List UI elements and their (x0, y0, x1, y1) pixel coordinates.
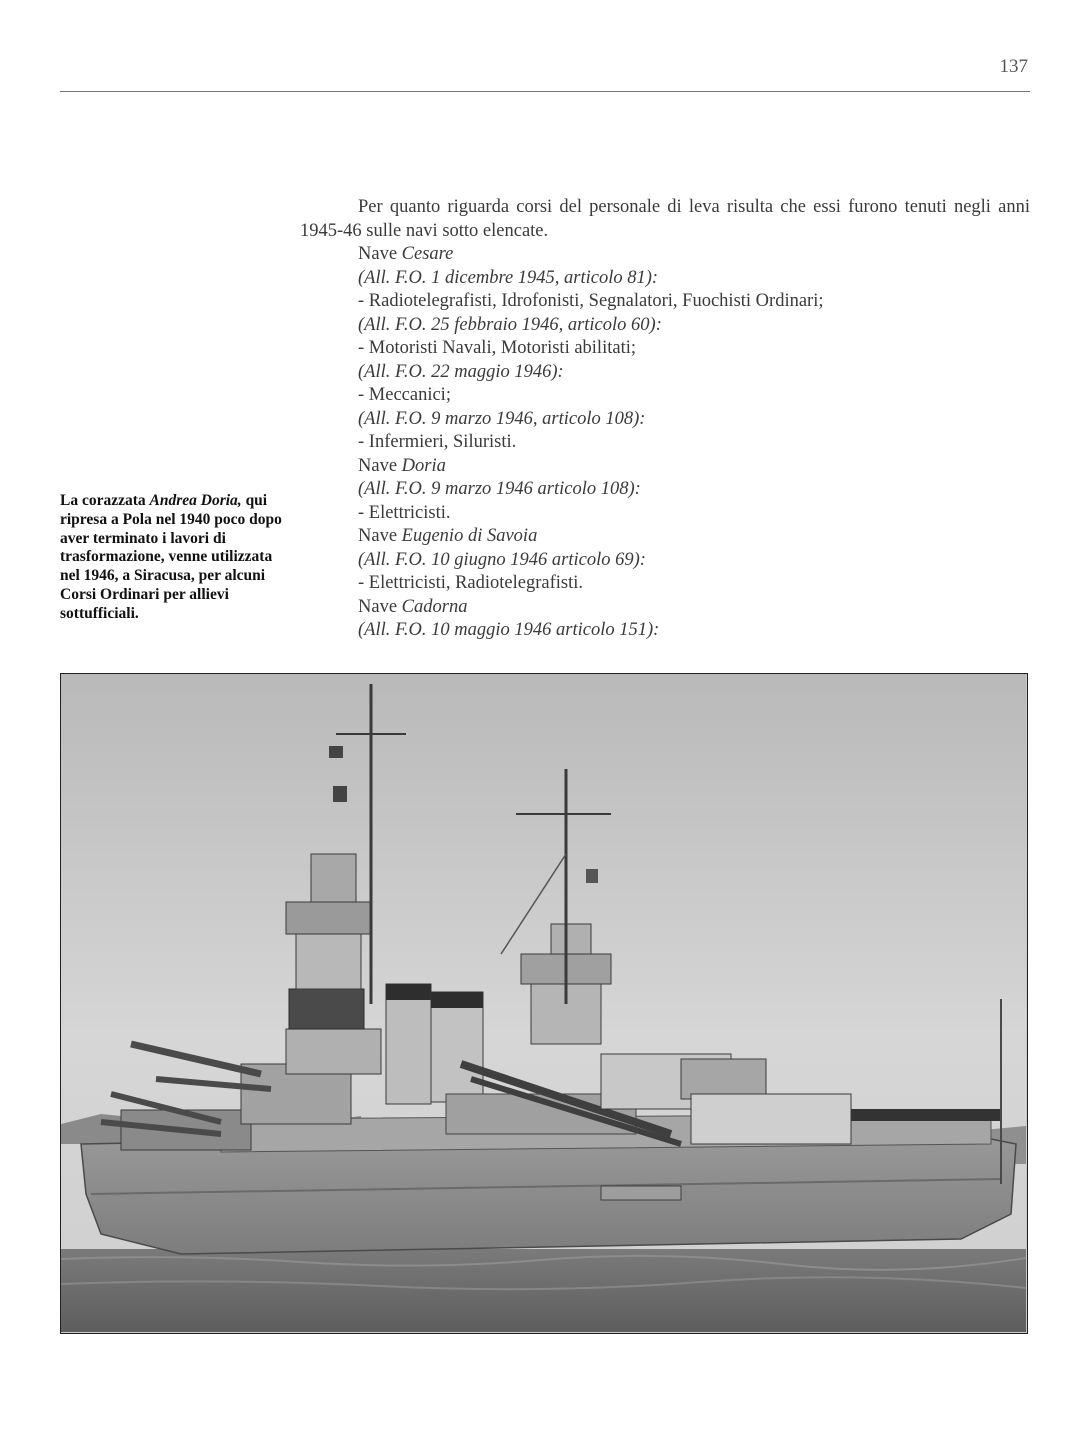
course-list-item: - Motoristi Navali, Motoristi abilitati; (358, 338, 636, 358)
ship-name: Cesare (401, 244, 454, 264)
order-reference: (All. F.O. 9 marzo 1946 articolo 108): (358, 479, 641, 499)
ship-heading (358, 455, 1030, 479)
order-reference: (All. F.O. 22 maggio 1946): (358, 361, 564, 382)
course-list-item: - Radiotelegrafisti, Idrofonisti, Segnalatori, Fuochisti Ordinari; (358, 291, 824, 311)
forward-tower (296, 934, 361, 989)
ship-course-list (300, 243, 1030, 643)
caption-lead: La corazzata (60, 492, 150, 509)
course-list-item: - Elettricisti, Radiotelegrafisti. (358, 573, 584, 593)
page-number: 137 (999, 56, 1028, 77)
header-rule (60, 91, 1030, 92)
caption-ship-name: Andrea Doria, (149, 492, 242, 509)
intro-paragraph: Per quanto riguarda corsi del personale di leva risulta che essi furono tenuti negli anni 1945-46 sulle navi sotto elencate. (300, 197, 1030, 241)
order-reference: (All. F.O. 1 dicembre 1945, articolo 81): (358, 267, 659, 288)
course-list-item: - Elettricisti. (358, 502, 451, 523)
ship-prefix: Nave (358, 596, 402, 617)
ship-heading (358, 596, 1030, 620)
hull-nameplate (601, 1186, 681, 1200)
order-reference: (All. F.O. 10 giugno 1946 articolo 69): (358, 549, 646, 570)
photo-caption (60, 492, 285, 624)
ship-heading (358, 243, 1030, 267)
course-list-item: - Infermieri, Siluristi. (358, 432, 517, 452)
battleship-photo (60, 673, 1028, 1334)
ship-prefix: Nave (358, 455, 402, 476)
ship-name: Cadorna (401, 596, 468, 617)
battleship-illustration (61, 674, 1026, 1332)
flag (329, 746, 343, 758)
ship-prefix: Nave (358, 526, 402, 546)
order-reference: (All. F.O. 10 maggio 1946 articolo 151): (358, 620, 660, 640)
sea (61, 1249, 1026, 1332)
aft-funnel (431, 992, 483, 1102)
course-list-item: - Meccanici; (358, 385, 451, 405)
ship-prefix: Nave (358, 244, 402, 264)
caption-text: qui ripresa a Pola nel 1940 poco dopo aver terminato i lavori di trasformazione, venne utilizzata nel 1946, a Siracusa, per alcuni Corsi Ordinari per allievi sottufficiali. (60, 492, 282, 622)
order-reference: (All. F.O. 25 febbraio 1946, articolo 60): (358, 314, 662, 335)
ship-heading (358, 525, 1030, 549)
forward-funnel (386, 984, 431, 1104)
stern-turret (691, 1094, 851, 1144)
ship-name: Doria (401, 455, 446, 476)
ship-name: Eugenio di Savoia (401, 526, 538, 546)
body-text (300, 196, 1030, 643)
order-reference: (All. F.O. 9 marzo 1946, articolo 108): (358, 408, 646, 429)
